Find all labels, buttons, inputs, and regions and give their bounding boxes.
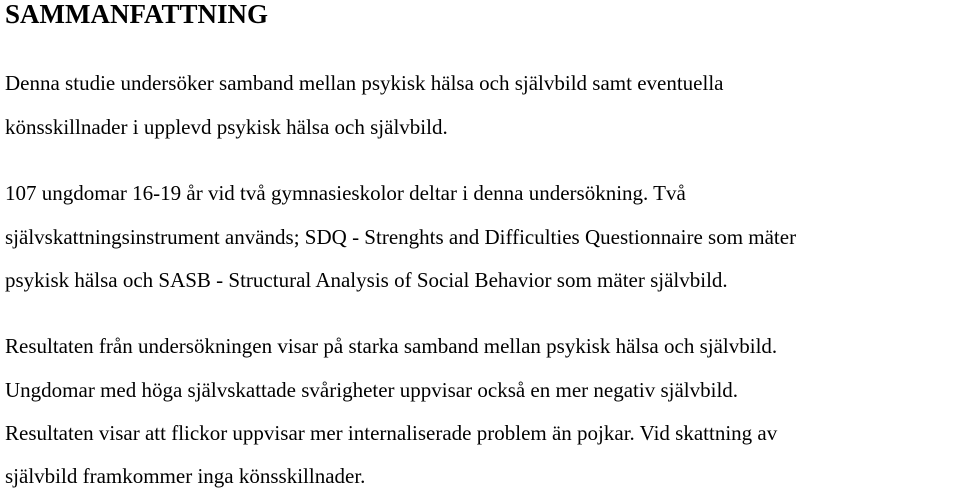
paragraph-1-line-2: könsskillnader i upplevd psykisk hälsa och självbild. [5,115,448,139]
paragraph-3-line-3: Resultaten visar att flickor uppvisar mer internaliserade problem än pojkar. Vid skattning av [5,421,778,445]
paragraph-3-line-1: Resultaten från undersökningen visar på starka samband mellan psykisk hälsa och självbild. [5,334,778,358]
paragraph-1-line-1: Denna studie undersöker samband mellan psykisk hälsa och självbild samt eventuella [5,71,724,95]
paragraph-3-line-2: Ungdomar med höga självskattade svårigheter uppvisar också en mer negativ självbild. [5,378,739,402]
paragraph-2-line-2: självskattningsinstrument används; SDQ - Strenghts and Difficulties Questionnaire som mäter [5,225,797,249]
summary-heading: SAMMANFATTNING [5,0,268,29]
paragraph-2-line-1: 107 ungdomar 16-19 år vid två gymnasieskolor deltar i denna undersökning. Två [5,181,686,205]
paragraph-2-line-3: psykisk hälsa och SASB - Structural Analysis of Social Behavior som mäter självbild. [5,268,728,292]
paragraph-3-line-4: självbild framkommer inga könsskillnader. [5,464,366,488]
